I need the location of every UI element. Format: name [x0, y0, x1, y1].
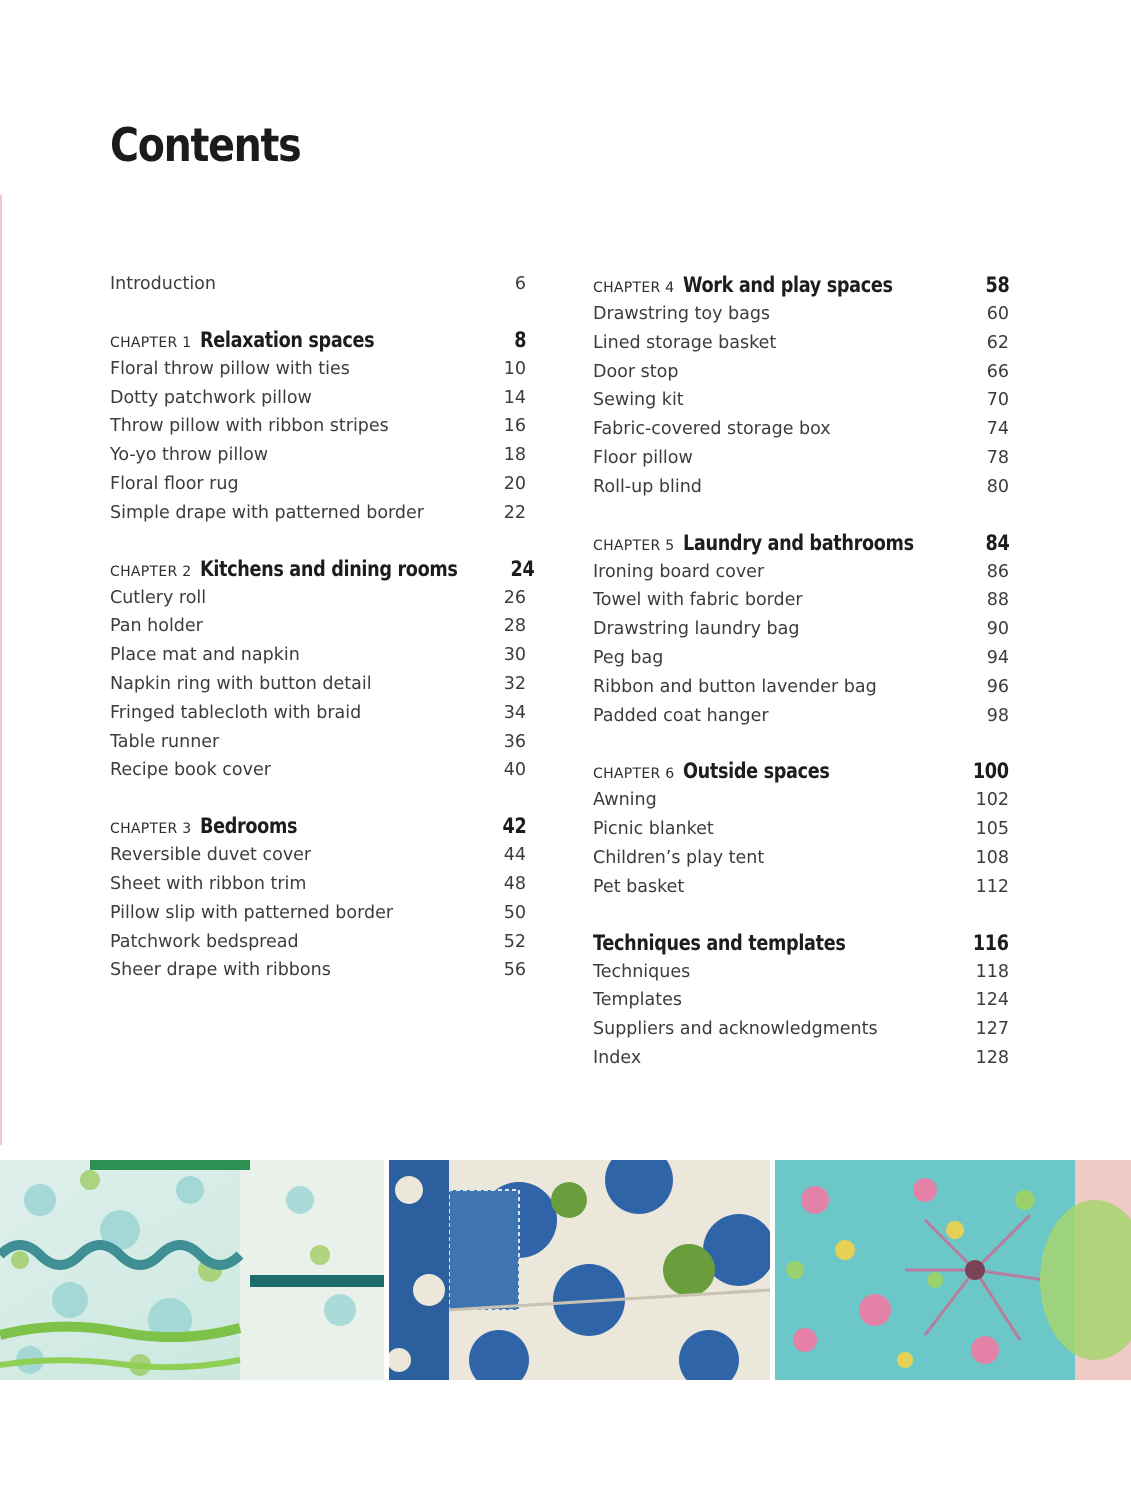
- toc-entry-label: Towel with fabric border: [593, 590, 803, 611]
- toc-entry[interactable]: [110, 841, 526, 870]
- toc-entry-page: 105: [975, 819, 1009, 840]
- toc-entry[interactable]: [593, 702, 1009, 731]
- chapter-title: Kitchens and dining rooms: [199, 556, 458, 581]
- chapter-page-number: 58: [985, 273, 1009, 297]
- toc-entry[interactable]: [593, 873, 1009, 902]
- chapter-page-number: 84: [985, 530, 1009, 555]
- toc-entry-label: Dotty patchwork pillow: [110, 387, 312, 408]
- chapter-title: Techniques and templates: [593, 930, 846, 955]
- toc-entry-page: 52: [503, 931, 526, 952]
- toc-section-outside-spaces: [593, 756, 1009, 901]
- toc-entry-label: Fringed tablecloth with braid: [110, 702, 362, 723]
- toc-entry[interactable]: [110, 641, 526, 670]
- toc-entry[interactable]: [593, 586, 1009, 615]
- toc-entry-page: 74: [986, 419, 1009, 440]
- toc-entry[interactable]: [110, 670, 526, 699]
- chapter-heading-text: [593, 756, 857, 789]
- chapter-heading[interactable]: [593, 528, 1009, 558]
- toc-section-techniques-and-templates: [593, 928, 1009, 1073]
- toc-entry-label: Pan holder: [110, 616, 203, 637]
- chapter-heading[interactable]: [593, 928, 1009, 958]
- chapter-number-label: CHAPTER 2: [110, 563, 192, 580]
- toc-entry[interactable]: [110, 470, 526, 499]
- toc-entry-page: 128: [975, 1047, 1009, 1068]
- toc-entry-label: Drawstring toy bags: [593, 304, 771, 324]
- toc-entry[interactable]: [593, 300, 1009, 329]
- toc-entry-page: 14: [503, 387, 526, 408]
- toc-entry-page: 32: [503, 673, 526, 694]
- toc-section-kitchens-and-dining-rooms: [110, 554, 535, 786]
- toc-entry-label: Recipe book cover: [110, 760, 271, 781]
- toc-section-bedrooms: [110, 811, 526, 985]
- toc-entry-label: Sheer drape with ribbons: [110, 960, 331, 981]
- toc-entry-label: Door stop: [593, 361, 679, 382]
- toc-entry[interactable]: [110, 728, 526, 757]
- chapter-heading-text: [110, 554, 506, 587]
- chapter-number-label: CHAPTER 4: [593, 280, 675, 296]
- page-edge-mark: [0, 195, 2, 1145]
- toc-entry-page: 20: [503, 473, 526, 494]
- toc-entry[interactable]: [593, 558, 1009, 587]
- toc-entry-label: Yo-yo throw pillow: [110, 445, 269, 466]
- toc-entry[interactable]: [593, 844, 1009, 873]
- chapter-heading-text: [593, 270, 932, 303]
- toc-entry-page: 26: [503, 587, 526, 608]
- toc-entry-label: Reversible duvet cover: [110, 845, 312, 866]
- toc-entry[interactable]: [593, 386, 1009, 415]
- chapter-page-number: 100: [973, 759, 1009, 784]
- chapter-title: Work and play spaces: [682, 273, 893, 297]
- toc-entry-page: 127: [975, 1019, 1009, 1040]
- toc-entry-page: 102: [975, 790, 1009, 811]
- chapter-heading[interactable]: [110, 325, 526, 355]
- contents-left-column: [110, 270, 535, 1011]
- toc-entry[interactable]: [110, 756, 526, 785]
- chapter-heading[interactable]: [110, 811, 526, 841]
- chapter-title: Outside spaces: [682, 759, 830, 784]
- toc-section-laundry-and-bathrooms: [593, 528, 1009, 731]
- toc-entry-page: 40: [503, 760, 526, 781]
- toc-entry-page: 22: [503, 502, 526, 523]
- toc-entry-label: Techniques: [593, 961, 691, 982]
- toc-entry-page: 60: [986, 304, 1009, 324]
- toc-entry[interactable]: [593, 644, 1009, 673]
- chapter-number-label: CHAPTER 3: [110, 821, 192, 838]
- toc-entry-page: 62: [986, 332, 1009, 353]
- toc-entry-label: Lined storage basket: [593, 332, 777, 353]
- page-title: Contents: [110, 118, 301, 172]
- chapter-heading[interactable]: [593, 270, 1009, 300]
- toc-entry[interactable]: [593, 415, 1009, 444]
- toc-entry-page: 6: [514, 274, 526, 294]
- toc-entry-label: Simple drape with patterned border: [110, 502, 424, 523]
- chapter-number-label: CHAPTER 5: [593, 537, 675, 554]
- toc-entry-label: Fabric-covered storage box: [593, 419, 831, 440]
- fabric-photo-strip: [0, 1160, 1131, 1380]
- toc-entry-label: Children’s play tent: [593, 847, 765, 868]
- toc-entry-page: 112: [975, 876, 1009, 897]
- toc-entry[interactable]: [110, 870, 526, 899]
- toc-entry-label: Ribbon and button lavender bag: [593, 676, 877, 697]
- toc-entry-label: Introduction: [110, 274, 216, 294]
- toc-entry-label: Napkin ring with button detail: [110, 673, 372, 694]
- toc-entry-page: 36: [503, 731, 526, 752]
- toc-entry[interactable]: [593, 615, 1009, 644]
- toc-entry-page: 90: [986, 619, 1009, 640]
- chapter-page-number: 42: [502, 814, 526, 839]
- toc-entry-page: 10: [503, 358, 526, 379]
- toc-entry[interactable]: [593, 444, 1009, 473]
- toc-entry[interactable]: [110, 384, 526, 413]
- chapter-page-number: 8: [514, 327, 526, 352]
- toc-entry-label: Floral floor rug: [110, 473, 239, 494]
- toc-entry-page: 124: [975, 990, 1009, 1011]
- toc-entry-page: 86: [986, 561, 1009, 582]
- chapter-heading-text: [110, 811, 315, 844]
- toc-entry-page: 80: [986, 476, 1009, 497]
- toc-entry-page: 28: [503, 616, 526, 637]
- chapter-title: Bedrooms: [199, 814, 297, 839]
- chapter-page-number: 116: [973, 930, 1009, 955]
- toc-entry[interactable]: [110, 355, 526, 384]
- fabric-photo-polka-dots: [389, 1160, 770, 1380]
- toc-entry-label: Index: [593, 1047, 642, 1068]
- toc-entry-page: 50: [503, 902, 526, 923]
- toc-entry-page: 66: [986, 361, 1009, 382]
- toc-entry[interactable]: [593, 986, 1009, 1015]
- toc-entry-label: Roll-up blind: [593, 476, 702, 497]
- toc-entry-label: Throw pillow with ribbon stripes: [110, 416, 389, 437]
- toc-entry[interactable]: [593, 673, 1009, 702]
- chapter-title: Relaxation spaces: [199, 327, 374, 352]
- toc-entry-page: 108: [975, 847, 1009, 868]
- toc-entry-label: Pillow slip with patterned border: [110, 902, 394, 923]
- chapter-heading[interactable]: [110, 554, 535, 584]
- chapter-title: Laundry and bathrooms: [682, 530, 914, 555]
- toc-entry[interactable]: [593, 786, 1009, 815]
- toc-entry[interactable]: [593, 815, 1009, 844]
- toc-entry-page: 96: [986, 676, 1009, 697]
- toc-entry-label: Patchwork bedspread: [110, 931, 299, 952]
- toc-entry-label: Templates: [593, 990, 682, 1011]
- fabric-photo-ricrac-trim: [0, 1160, 384, 1380]
- toc-entry-label: Ironing board cover: [593, 561, 765, 582]
- toc-entry-page: 44: [503, 845, 526, 866]
- toc-entry-label: Table runner: [110, 731, 220, 752]
- toc-entry-page: 56: [503, 960, 526, 981]
- toc-entry-page: 94: [986, 647, 1009, 668]
- toc-entry-page: 118: [975, 961, 1009, 982]
- toc-entry-page: 48: [503, 873, 526, 894]
- toc-entry-label: Place mat and napkin: [110, 645, 300, 666]
- toc-entry-label: Sheet with ribbon trim: [110, 873, 307, 894]
- fabric-photo-yoyo-floral: [775, 1160, 1131, 1380]
- toc-entry-page: 98: [986, 705, 1009, 726]
- toc-entry-label: Picnic blanket: [593, 819, 714, 840]
- toc-entry[interactable]: [110, 699, 526, 728]
- chapter-page-number: 24: [510, 556, 535, 581]
- chapter-number-label: CHAPTER 6: [593, 766, 675, 783]
- toc-entry[interactable]: [110, 612, 526, 641]
- toc-entry[interactable]: [593, 1044, 1009, 1073]
- toc-entry-page: 34: [503, 702, 526, 723]
- chapter-number-label: CHAPTER 1: [110, 334, 192, 351]
- toc-entry[interactable]: [110, 899, 526, 928]
- toc-entry[interactable]: [110, 499, 526, 528]
- toc-section-relaxation-spaces: [110, 325, 526, 528]
- chapter-heading-text: [593, 528, 957, 561]
- toc-entry-label: Pet basket: [593, 876, 685, 897]
- chapter-heading-text: [593, 928, 894, 960]
- toc-entry-page: 70: [986, 390, 1009, 411]
- toc-section-work-and-play-spaces: [593, 270, 1009, 502]
- toc-entry[interactable]: [110, 441, 526, 470]
- toc-entry[interactable]: [110, 928, 526, 957]
- chapter-heading-text: [110, 325, 407, 358]
- toc-entry-label: Floor pillow: [593, 447, 693, 468]
- toc-entry-label: Drawstring laundry bag: [593, 619, 800, 640]
- toc-entry[interactable]: [110, 584, 526, 613]
- toc-entry-label: Padded coat hanger: [593, 705, 769, 726]
- toc-entry-label: Peg bag: [593, 647, 664, 668]
- toc-entry[interactable]: [593, 473, 1009, 502]
- toc-entry[interactable]: [593, 958, 1009, 987]
- toc-entry-page: 16: [503, 416, 526, 437]
- toc-entry-introduction[interactable]: [110, 270, 526, 299]
- toc-entry[interactable]: [593, 1015, 1009, 1044]
- toc-entry-page: 18: [503, 445, 526, 466]
- chapter-heading[interactable]: [593, 756, 1009, 786]
- toc-entry-label: Floral throw pillow with ties: [110, 358, 350, 379]
- toc-entry[interactable]: [593, 358, 1009, 387]
- toc-entry-label: Suppliers and acknowledgments: [593, 1019, 878, 1040]
- toc-entry-label: Awning: [593, 790, 657, 811]
- toc-entry[interactable]: [593, 329, 1009, 358]
- toc-entry-label: Cutlery roll: [110, 587, 207, 608]
- contents-right-column: [593, 270, 1009, 1099]
- toc-entry[interactable]: [110, 956, 526, 985]
- toc-entry-label: Sewing kit: [593, 390, 684, 411]
- toc-entry-page: 88: [986, 590, 1009, 611]
- toc-entry-page: 78: [986, 447, 1009, 468]
- toc-entry-page: 30: [503, 645, 526, 666]
- toc-entry[interactable]: [110, 412, 526, 441]
